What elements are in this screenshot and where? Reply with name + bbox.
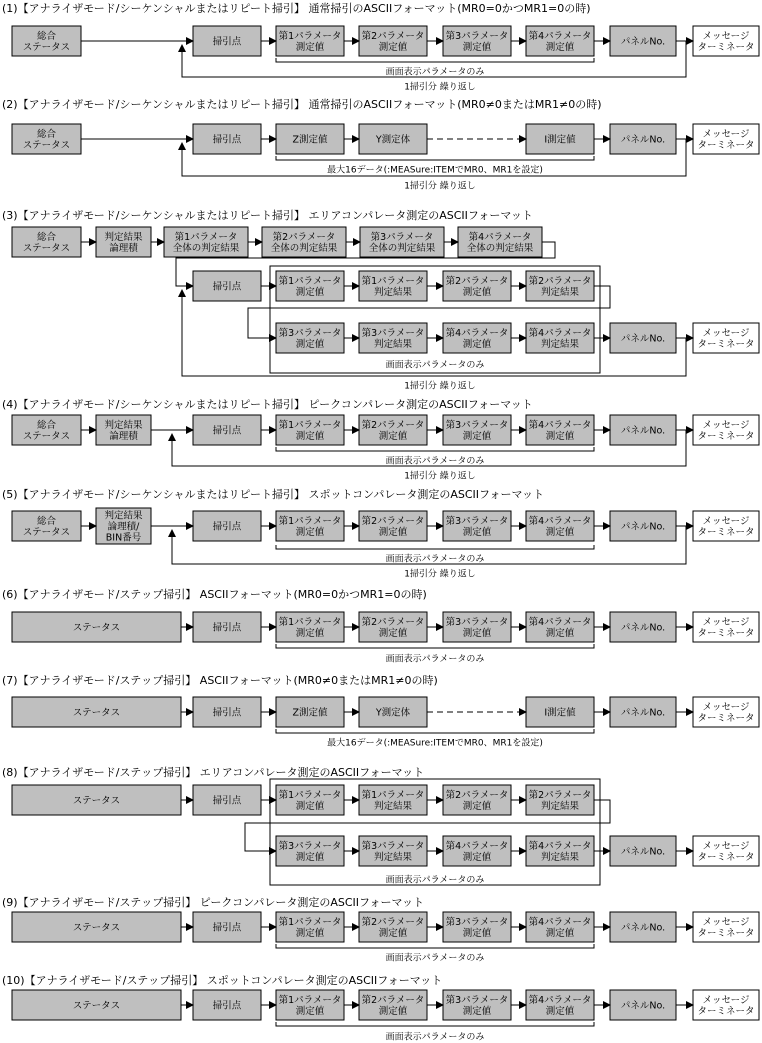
sweep-point-box-label: 掃引点 [212,622,242,634]
panel-no-box-label: パネルNo. [620,521,666,533]
terminator-box-label: メッセージターミネータ [697,617,755,639]
status-box [12,697,181,727]
status-box [12,912,181,942]
terminator-box [693,697,759,727]
overall-status-box-label: 総合ステータス [22,129,71,151]
param3-value-box-label: 第3パラメータ測定値 [445,617,509,639]
param2-value-box [443,271,511,301]
param3-value-box-label: 第3パラメータ測定値 [278,841,342,863]
i-value-box-label: I測定値 [544,134,576,146]
y-value-box [359,697,427,727]
param3-value-box-label: 第3パラメータ測定値 [445,917,509,939]
overall-status-box [12,415,81,445]
terminator-box [693,612,759,642]
param2-judge-box-label: 第2パラメータ判定結果 [528,790,592,812]
param4-value-box-label: 第4パラメータ測定値 [528,995,592,1017]
param2-value-box [359,990,427,1020]
judge-and-box-label: 判定結果論理積 [104,420,143,442]
param1-value-box [276,26,344,56]
param2-overall-box [262,227,346,257]
display-bracket [276,1022,594,1026]
z-value-box [276,124,344,154]
sweep-point-box [193,612,261,642]
param2-value-box-label: 第2パラメータ測定値 [361,917,425,939]
panel-no-box [610,612,676,642]
section-title-4: (4)【アナライザモード/シーケンシャルまたはリピート掃引】 ピークコンパレータ測定のASCIIフォーマット [2,398,533,411]
terminator-box-label: メッセージターミネータ [697,841,755,863]
param1-value-box [276,511,344,541]
section-title-9: (9)【アナライザモード/ステップ掃引】 ピークコンパレータ測定のASCIIフォーマット [2,896,425,909]
display-bracket [276,447,594,451]
overall-status-box-label: 総合ステータス [22,420,71,442]
param3-judge-box [359,323,427,353]
z-value-box-label: Z測定値 [292,707,328,719]
sweep-point-box [193,415,261,445]
param1-value-box-label: 第1パラメータ測定値 [278,790,342,812]
panel-no-box-label: パネルNo. [620,134,666,146]
terminator-box-label: メッセージターミネータ [697,702,755,724]
repeat-label: 1掃引分 繰り返し [404,181,476,192]
param4-value-box-label: 第4パラメータ測定値 [528,31,592,53]
panel-no-box [610,511,676,541]
terminator-box-label: メッセージターミネータ [697,516,755,538]
terminator-box [693,26,759,56]
judge-and-box [96,415,151,445]
y-value-box-label: Y測定体 [375,707,411,719]
param1-overall-box [164,227,248,257]
i-value-box [526,697,594,727]
overall-status-box [12,26,81,56]
sweep-point-box [193,124,261,154]
param3-value-box [443,415,511,445]
status-box [12,990,181,1020]
judge-and-box-label: 判定結果論理積 [104,232,143,254]
param3-value-box-label: 第3パラメータ測定値 [445,420,509,442]
param1-judge-box-label: 第1パラメータ判定結果 [361,276,425,298]
param3-value-box [443,511,511,541]
sweep-point-box-label: 掃引点 [212,281,242,293]
param1-overall-box-label: 第1パラメータ全体の判定結果 [172,232,240,254]
status-box [12,612,181,642]
param3-value-box-label: 第3パラメータ測定値 [445,995,509,1017]
param1-judge-box-label: 第1パラメータ判定結果 [361,790,425,812]
param1-value-box [276,912,344,942]
panel-no-box [610,124,676,154]
param4-value-box [526,912,594,942]
repeat-label: 1掃引分 繰り返し [404,381,476,392]
terminator-box [693,990,759,1020]
param2-value-box-label: 第2パラメータ測定値 [361,617,425,639]
z-value-box [276,697,344,727]
param2-value-box-label: 第2パラメータ測定値 [445,790,509,812]
param1-judge-box [359,271,427,301]
display-bracket [276,944,594,948]
param4-value-box-label: 第4パラメータ測定値 [445,328,509,350]
display-only-label: 画面表示パラメータのみ [385,654,485,665]
sweep-point-box [193,26,261,56]
terminator-box [693,124,759,154]
param4-value-box [526,612,594,642]
z-value-box-label: Z測定値 [292,134,328,146]
sweep-point-box-label: 掃引点 [212,134,242,146]
overall-status-box [12,227,81,257]
sweep-point-box [193,990,261,1020]
sweep-point-box [193,511,261,541]
param1-value-box-label: 第1パラメータ測定値 [278,917,342,939]
display-bracket [276,729,594,733]
sweep-point-box-label: 掃引点 [212,922,242,934]
param2-judge-box [526,785,594,815]
param4-judge-box [526,323,594,353]
status-box-label: ステータス [72,1000,121,1012]
param3-judge-box-label: 第3パラメータ判定結果 [361,841,425,863]
panel-no-box-label: パネルNo. [620,1000,666,1012]
panel-no-box [610,697,676,727]
param1-value-box [276,990,344,1020]
param2-value-box [359,912,427,942]
param4-value-box [526,990,594,1020]
param4-value-box [443,323,511,353]
param2-value-box [359,26,427,56]
param3-value-box [443,912,511,942]
panel-no-box-label: パネルNo. [620,846,666,858]
terminator-box [693,912,759,942]
param2-value-box [359,612,427,642]
param1-value-box-label: 第1パラメータ測定値 [278,617,342,639]
display-bracket [276,58,594,62]
param3-value-box-label: 第3パラメータ測定値 [445,516,509,538]
param2-value-box [359,415,427,445]
section-title-7: (7)【アナライザモード/ステップ掃引】 ASCIIフォーマット(MR0≠0またはMR1≠0の時) [2,674,438,687]
display-only-label: 画面表示パラメータのみ [385,456,485,467]
param3-judge-box [359,836,427,866]
param2-judge-box [526,271,594,301]
sweep-point-box-label: 掃引点 [212,1000,242,1012]
param4-overall-box-label: 第4パラメータ全体の判定結果 [466,232,534,254]
param3-value-box [276,323,344,353]
panel-no-box [610,415,676,445]
repeat-label: 1掃引分 繰り返し [404,471,476,482]
y-value-box [359,124,427,154]
param3-value-box [443,612,511,642]
sweep-point-box [193,271,261,301]
overall-status-box [12,511,81,541]
param3-value-box-label: 第3パラメータ測定値 [445,31,509,53]
param1-value-box [276,612,344,642]
param4-judge-box-label: 第4パラメータ判定結果 [528,328,592,350]
param2-value-box-label: 第2パラメータ測定値 [361,420,425,442]
i-value-box-label: I測定値 [544,707,576,719]
param2-value-box-label: 第2パラメータ測定値 [361,31,425,53]
overall-status-box [12,124,81,154]
param3-value-box-label: 第3パラメータ測定値 [278,328,342,350]
judge-and-bin-box [96,508,151,544]
terminator-box [693,836,759,866]
y-value-box-label: Y測定体 [375,134,411,146]
panel-no-box-label: パネルNo. [620,36,666,48]
panel-no-box-label: パネルNo. [620,425,666,437]
param2-overall-box-label: 第2パラメータ全体の判定結果 [270,232,338,254]
section-title-3: (3)【アナライザモード/シーケンシャルまたはリピート掃引】 エリアコンパレータ測定のASCIIフォーマット [2,209,533,222]
sweep-point-box-label: 掃引点 [212,36,242,48]
param1-value-box-label: 第1パラメータ測定値 [278,276,342,298]
param1-value-box-label: 第1パラメータ測定値 [278,995,342,1017]
display-only-label: 画面表示パラメータのみ [385,554,485,565]
param4-value-box-label: 第4パラメータ測定値 [528,420,592,442]
terminator-box [693,511,759,541]
display-only-label: 画面表示パラメータのみ [385,953,485,964]
overall-status-box-label: 総合ステータス [22,232,71,254]
terminator-box-label: メッセージターミネータ [697,31,755,53]
sweep-point-box [193,912,261,942]
display-only-label: 画面表示パラメータのみ [385,67,485,78]
display-only-label: 画面表示パラメータのみ [385,1032,485,1043]
param2-value-box [443,785,511,815]
param3-value-box [276,836,344,866]
panel-no-box [610,26,676,56]
panel-no-box [610,323,676,353]
param2-value-box [359,511,427,541]
param4-value-box-label: 第4パラメータ測定値 [528,617,592,639]
param1-value-box [276,785,344,815]
param4-value-box [443,836,511,866]
section-title-8: (8)【アナライザモード/ステップ掃引】 エリアコンパレータ測定のASCIIフォーマット [2,766,425,779]
status-box-label: ステータス [72,795,121,807]
panel-no-box [610,836,676,866]
terminator-box-label: メッセージターミネータ [697,129,755,151]
param1-value-box [276,415,344,445]
status-box-label: ステータス [72,922,121,934]
judge-and-bin-box-label: 判定結果論理積/ BIN番号 [104,510,143,544]
param4-value-box-label: 第4パラメータ測定値 [445,841,509,863]
judge-and-box [96,227,151,257]
sweep-point-box-label: 掃引点 [212,707,242,719]
panel-no-box [610,990,676,1020]
param4-overall-box [458,227,542,257]
panel-no-box-label: パネルNo. [620,707,666,719]
param1-value-box-label: 第1パラメータ測定値 [278,420,342,442]
param1-judge-box [359,785,427,815]
param3-overall-box [360,227,444,257]
status-box [12,785,181,815]
param2-value-box-label: 第2パラメータ測定値 [361,516,425,538]
max16-label: 最大16データ(:MEASure:ITEMでMR0、MR1を設定) [327,738,543,749]
param1-value-box [276,271,344,301]
section-title-1: (1)【アナライザモード/シーケンシャルまたはリピート掃引】 通常掃引のASCIIフォーマット(MR0=0かつMR1=0の時) [2,2,591,15]
display-bracket [276,545,594,549]
display-bracket [276,156,594,160]
sweep-point-box-label: 掃引点 [212,425,242,437]
section-title-2: (2)【アナライザモード/シーケンシャルまたはリピート掃引】 通常掃引のASCIIフォーマット(MR0≠0またはMR1≠0の時) [2,98,602,111]
terminator-box-label: メッセージターミネータ [697,995,755,1017]
param4-judge-box [526,836,594,866]
status-box-label: ステータス [72,622,121,634]
param4-value-box [526,511,594,541]
terminator-box [693,415,759,445]
terminator-box [693,323,759,353]
param1-value-box-label: 第1パラメータ測定値 [278,31,342,53]
param4-value-box-label: 第4パラメータ測定値 [528,917,592,939]
max16-label: 最大16データ(:MEASure:ITEMでMR0、MR1を設定) [327,165,543,176]
terminator-box-label: メッセージターミネータ [697,420,755,442]
i-value-box [526,124,594,154]
param4-judge-box-label: 第4パラメータ判定結果 [528,841,592,863]
status-box-label: ステータス [72,707,121,719]
overall-status-box-label: 総合ステータス [22,31,71,53]
param1-value-box-label: 第1パラメータ測定値 [278,516,342,538]
panel-no-box-label: パネルNo. [620,922,666,934]
panel-no-box-label: パネルNo. [620,333,666,345]
sweep-point-box [193,697,261,727]
section-title-6: (6)【アナライザモード/ステップ掃引】 ASCIIフォーマット(MR0=0かつMR1=0の時) [2,588,427,601]
terminator-box-label: メッセージターミネータ [697,917,755,939]
display-only-label: 画面表示パラメータのみ [385,875,485,886]
param4-value-box [526,415,594,445]
param3-value-box [443,26,511,56]
param3-overall-box-label: 第3パラメータ全体の判定結果 [368,232,436,254]
param3-judge-box-label: 第3パラメータ判定結果 [361,328,425,350]
overall-status-box-label: 総合ステータス [22,516,71,538]
param2-judge-box-label: 第2パラメータ判定結果 [528,276,592,298]
param2-value-box-label: 第2パラメータ測定値 [361,995,425,1017]
param2-value-box-label: 第2パラメータ測定値 [445,276,509,298]
display-only-label: 画面表示パラメータのみ [385,360,485,371]
display-bracket [276,644,594,648]
param3-value-box [443,990,511,1020]
section-title-10: (10)【アナライザモード/ステップ掃引】 スポットコンパレータ測定のASCIIフォーマット [2,974,443,987]
terminator-box-label: メッセージターミネータ [697,328,755,350]
section-title-5: (5)【アナライザモード/シーケンシャルまたはリピート掃引】 スポットコンパレータ測定のASCIIフォーマット [2,488,545,501]
sweep-point-box-label: 掃引点 [212,795,242,807]
param4-value-box-label: 第4パラメータ測定値 [528,516,592,538]
sweep-point-box [193,785,261,815]
panel-no-box-label: パネルNo. [620,622,666,634]
sweep-point-box-label: 掃引点 [212,521,242,533]
repeat-label: 1掃引分 繰り返し [404,569,476,580]
repeat-label: 1掃引分 繰り返し [404,82,476,93]
panel-no-box [610,912,676,942]
param4-value-box [526,26,594,56]
